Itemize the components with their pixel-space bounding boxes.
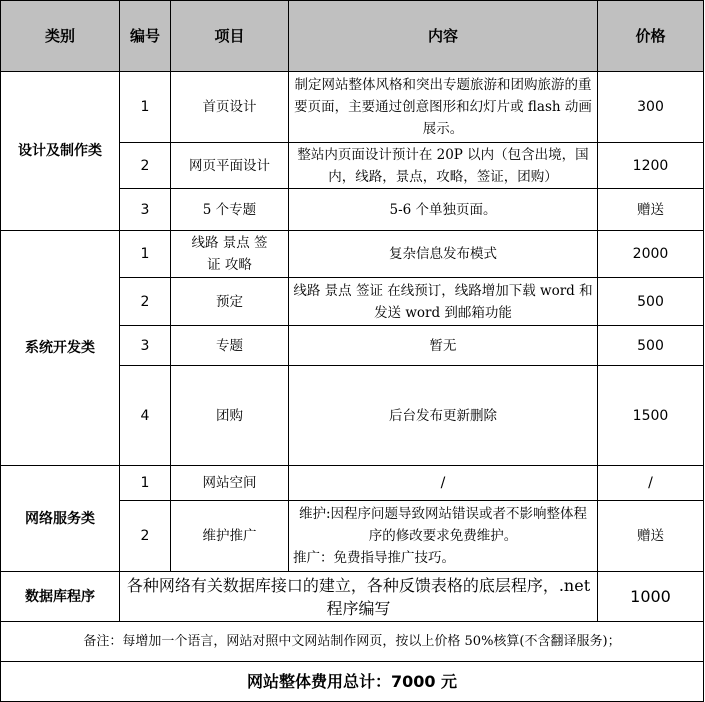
row-number: 3 xyxy=(120,189,171,231)
row-number: 2 xyxy=(120,143,171,189)
total-row xyxy=(1,662,704,702)
row-number: 1 xyxy=(120,231,171,278)
row-item: 线路 景点 签证 攻略 xyxy=(171,231,289,278)
header-price: 价格 xyxy=(598,1,704,72)
database-row xyxy=(1,572,704,622)
header-content: 内容 xyxy=(289,1,598,72)
row-item: 团购 xyxy=(171,366,289,466)
row-price: 赠送 xyxy=(598,189,704,231)
row-number: 1 xyxy=(120,466,171,501)
row-content: 制定网站整体风格和突出专题旅游和团购旅游的重要页面，主要通过创意图形和幻灯片或 flash 动画展示。 xyxy=(289,72,598,143)
row-item: 维护推广 xyxy=(171,501,289,572)
maintenance-text: 维护:因程序问题导致网站错误或者不影响整体程序的修改要求免费维护。 xyxy=(298,506,588,544)
table-row xyxy=(1,231,704,278)
note-text: 备注：每增加一个语言，网站对照中文网站制作网页，按以上价格 50%核算(不含翻译服务)； xyxy=(1,622,704,662)
row-content: 复杂信息发布模式 xyxy=(289,231,598,278)
header-category: 类别 xyxy=(1,1,120,72)
row-content xyxy=(289,501,598,572)
table-row xyxy=(1,72,704,143)
category-system-dev: 系统开发类 xyxy=(1,231,120,466)
row-content: 5-6 个单独页面。 xyxy=(289,189,598,231)
row-price: / xyxy=(598,466,704,501)
row-content: 整站内页面设计预计在 20P 以内（包含出境，国内，线路，景点，攻略，签证，团购） xyxy=(289,143,598,189)
row-price: 500 xyxy=(598,278,704,326)
row-item: 首页设计 xyxy=(171,72,289,143)
row-price: 1500 xyxy=(598,366,704,466)
row-number: 3 xyxy=(120,326,171,366)
promotion-text: 推广：免费指导推广技巧。 xyxy=(293,550,455,566)
row-price: 2000 xyxy=(598,231,704,278)
row-number: 2 xyxy=(120,501,171,572)
row-number: 1 xyxy=(120,72,171,143)
database-price: 1000 xyxy=(598,572,704,622)
row-content: 后台发布更新删除 xyxy=(289,366,598,466)
row-price: 300 xyxy=(598,72,704,143)
row-number: 2 xyxy=(120,278,171,326)
category-network-service: 网络服务类 xyxy=(1,466,120,572)
header-row xyxy=(1,1,704,72)
header-item: 项目 xyxy=(171,1,289,72)
row-item: 5 个专题 xyxy=(171,189,289,231)
category-database: 数据库程序 xyxy=(1,572,120,622)
row-item: 网站空间 xyxy=(171,466,289,501)
row-price: 赠送 xyxy=(598,501,704,572)
row-item: 网页平面设计 xyxy=(171,143,289,189)
table-row xyxy=(1,466,704,501)
total-text: 网站整体费用总计：7000 元 xyxy=(1,662,704,702)
category-design: 设计及制作类 xyxy=(1,72,120,231)
header-number: 编号 xyxy=(120,1,171,72)
row-item: 专题 xyxy=(171,326,289,366)
database-content: 各种网络有关数据库接口的建立，各种反馈表格的底层程序，.net 程序编写 xyxy=(120,572,598,622)
row-content: 暂无 xyxy=(289,326,598,366)
row-item: 预定 xyxy=(171,278,289,326)
row-number: 4 xyxy=(120,366,171,466)
row-price: 500 xyxy=(598,326,704,366)
row-content: / xyxy=(289,466,598,501)
row-content: 线路 景点 签证 在线预订，线路增加下载 word 和发送 word 到邮箱功能 xyxy=(289,278,598,326)
row-price: 1200 xyxy=(598,143,704,189)
note-row xyxy=(1,622,704,662)
